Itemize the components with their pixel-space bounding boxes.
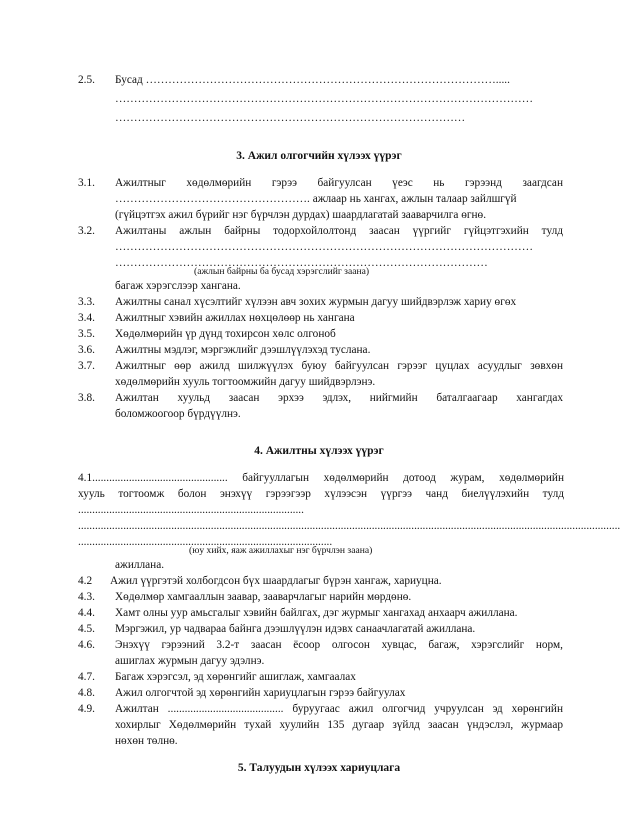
item-4-6-line-1: Энэхүү гэрээний 3.2-т заасан ёсоор олгосон хувцас, багаж, хэрэгслийг норм, (115, 639, 563, 651)
item-2-5-line-3: ………………………………………………………………………………… (115, 112, 466, 124)
section-3-heading: 3. Ажил олгогчийн хүлээх үүрэг (236, 150, 402, 162)
item-3-4-text: Ажилтныг хэвийн ажиллах нөхцөлөөр нь хангана (115, 312, 355, 324)
item-number-3-1: 3.1. (78, 177, 95, 189)
item-number-2-5: 2.5. (78, 74, 95, 86)
item-3-5-text: Хөдөлмөрийн үр дүнд тохирсон хөлс олгоноб (115, 328, 336, 340)
item-3-8-line-1: Ажилтан хуульд заасан эрхээ эдлэх, нийгмийн баталгаагаар хангагдах (115, 392, 563, 404)
item-4-1-note: (юу хийх, яаж ажиллахыг нэг бүрчлэн заана) (189, 545, 373, 556)
item-number-4-5: 4.5. (78, 623, 95, 635)
item-3-2-line-2: ………………………………………………………………………………………………… (115, 241, 533, 253)
item-number-3-5: 3.5. (78, 328, 95, 340)
item-4-9-line-2: хохирлыг Хөдөлмөрийн тухай хуулийн 135 дугаар зүйлд заасан үндэслэл, журмаар (115, 719, 563, 731)
item-number-3-8: 3.8. (78, 392, 95, 404)
item-4-5-text: Мэргэжил, ур чадвараа байнга дээшлүүлэн идэвх санаачлагатай ажиллана. (115, 623, 476, 635)
item-4-1-line-1: 4.1................................................ байгууллагын хөдөлмөрийн дотоод журам, хөдөлмөрийн (78, 472, 564, 484)
item-4-8-text: Ажил олгогчтой эд хөрөнгийн хариуцлагын гэрээ байгуулах (115, 687, 406, 699)
item-number-3-4: 3.4. (78, 312, 95, 324)
item-number-3-3: 3.3. (78, 296, 95, 308)
item-3-2-note: (ажлын байрны ба бусад хэрэгслийг заана) (194, 266, 370, 277)
item-4-4-text: Хамт олны уур амьсгалыг хэвийн байлгах, дэг журмыг хангахад анхаарч ажиллана. (115, 607, 518, 619)
item-4-9-line-1: Ажилтан ......................................... буруугаас ажил олгогчид учруулсан эд хөрөнгийн (115, 703, 563, 715)
item-number-3-7: 3.7. (78, 360, 95, 372)
item-3-7-line-2: хөдөлмөрийн хууль тогтоомжийн дагуу шийдвэрлэнэ. (115, 376, 376, 388)
item-number-4-3: 4.3. (78, 591, 95, 603)
item-4-6-line-2: ашиглах журмын дагуу эдэлнэ. (115, 655, 265, 667)
item-4-3-text: Хөдөлмөр хамгааллын заавар, зааварчлагыг нарийн мөрдөнө. (115, 591, 412, 603)
item-4-1-line-3: ................................................................................ (78, 504, 304, 516)
item-4-1-continuation: ажиллана. (115, 559, 165, 571)
item-3-1-line-3: (гүйцэтгэх ажил бүрийг нэг бүрчлэн дурдах) шаардлагатай зааварчилга өгнө. (115, 209, 487, 221)
item-4-9-line-3: нөхөн төлнө. (115, 735, 178, 747)
item-4-1-dots-short: .......................................................................................... (78, 536, 333, 548)
item-2-5-line-1: Бусад …………………………………………………………………………………..... (115, 74, 510, 86)
item-3-1-line-1: Ажилтныг хөдөлмөрийн гэрээ байгуулсан үеэс нь гэрээнд заагдсан (115, 177, 563, 189)
item-3-2-line-3: ……………………………………………………………………………………… (115, 257, 488, 269)
item-number-4-7: 4.7. (78, 671, 95, 683)
item-3-1-line-2: ……………………………………………. ажлаар нь хангах, ажлын талаар зайлшгүй (115, 193, 517, 205)
section-5-heading: 5. Талуудын хүлээх хариуцлага (237, 762, 401, 774)
item-number-4-6: 4.6. (78, 639, 95, 651)
item-number-4-4: 4.4. (78, 607, 95, 619)
item-number-4-2: 4.2 (78, 575, 93, 587)
item-4-7-text: Багаж хэрэгсэл, эд хөрөнгийг ашиглаж, хамгаалах (115, 671, 356, 683)
item-number-3-2: 3.2. (78, 225, 95, 237)
item-3-7-line-1: Ажилтныг өөр ажилд шилжүүлэх буюу байгуулсан гэрээг цуцлах асуудлыг зөвхөн (115, 360, 563, 372)
item-3-8-line-2: боломжоогоор бүрдүүлнэ. (115, 408, 241, 420)
item-number-4-9: 4.9. (78, 703, 95, 715)
item-4-2-text: Ажил үүргэтэй холбогдсон бүх шаардлагыг бүрэн хангаж, хариуцна. (110, 575, 442, 587)
item-3-3-text: Ажилтны санал хүсэлтийг хүлээн авч зохих журмын дагуу шийдвэрлэж хариу өгөх (115, 296, 517, 308)
section-4-heading: 4. Ажилтны хүлээх үүрэг (254, 445, 384, 457)
item-3-2-continuation: багаж хэрэгслээр хангана. (115, 280, 241, 292)
item-2-5-line-2: ………………………………………………………………………………………………… (115, 93, 533, 105)
item-4-1-dots-line: ................................................................................................................................................................................................ (78, 520, 621, 532)
item-number-3-6: 3.6. (78, 344, 95, 356)
item-3-2-line-1: Ажилтаны ажлын байрны тодорхойлолтонд заасан үүргийг гүйцэтгэхийн тулд (115, 225, 563, 237)
item-number-4-8: 4.8. (78, 687, 95, 699)
item-3-6-text: Ажилтны мэдлэг, мэргэжлийг дээшлүүлэхэд туслана. (115, 344, 371, 356)
item-4-1-line-2: хууль тогтоомж болон энэхүү гэрээгээр хүлээсэн үүргээ чанд биелүүлэхийн тулд (78, 488, 564, 500)
